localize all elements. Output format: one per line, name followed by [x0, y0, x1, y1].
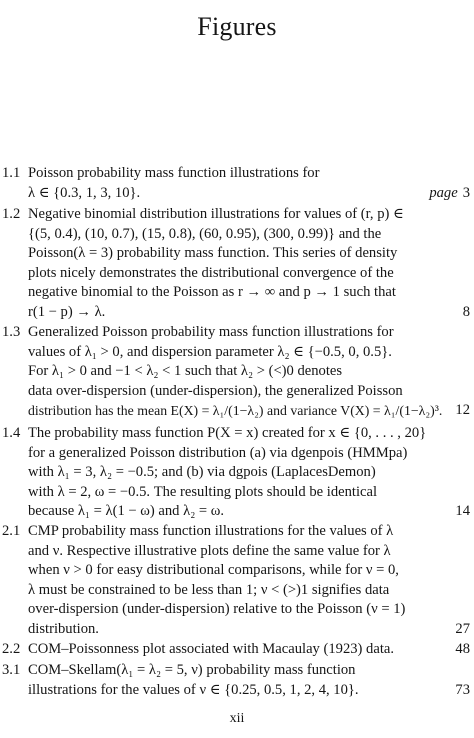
caption-line: Poisson(λ = 3) probability mass function. This series of density — [28, 245, 398, 262]
caption-line: COM–Poissonness plot associated with Macaulay (1923) data. — [28, 641, 395, 657]
page-folio: xii — [229, 711, 245, 726]
caption-line: for a generalized Poisson distribution (a) via dgenpois (HMMpa) — [28, 444, 408, 461]
caption-line: distribution. — [28, 620, 99, 637]
figure-number: 2.1 — [2, 523, 21, 539]
caption-line: because λ₁ = λ(1 − ω) and λ₂ = ω. — [28, 503, 225, 520]
figure-number: 1.4 — [2, 425, 21, 441]
figure-number: 1.3 — [2, 324, 21, 340]
caption-line: over-dispersion (under-dispersion) relative to the Poisson (ν = 1) — [28, 601, 406, 618]
figure-caption — [28, 205, 442, 323]
caption-line: {(5, 0.4), (10, 0.7), (15, 0.8), (60, 0.95), (300, 0.99)} and the — [28, 225, 382, 242]
caption-line: Generalized Poisson probability mass function illustrations for — [28, 324, 394, 340]
caption-line: illustrations for the values of ν ∈ {0.25, 0.5, 1, 2, 4, 10}. — [28, 681, 359, 698]
caption-line: Negative binomial distribution illustrations for values of (r, p) ∈ — [28, 206, 404, 222]
caption-line: values of λ₁ > 0, and dispersion parameter λ₂ ∈ {−0.5, 0, 0.5}. — [28, 343, 392, 360]
caption-line: λ must be constrained to be less than 1; ν < (>)1 signifies data — [28, 581, 390, 598]
caption-line: data over-dispersion (under-dispersion), the generalized Poisson — [28, 382, 403, 399]
figure-caption — [28, 164, 442, 203]
page-number[interactable]: 8 — [462, 304, 470, 320]
caption-line: Poisson probability mass function illustrations for — [28, 165, 320, 181]
caption-line: and ν. Respective illustrative plots define the same value for λ — [28, 542, 391, 559]
page-value: 3 — [462, 184, 470, 201]
page-number[interactable]: 12 — [455, 402, 470, 419]
caption-line: The probability mass function P(X = x) created for x ∈ {0, . . . , 20} — [28, 425, 427, 441]
caption-line: COM–Skellam(λ₁ = λ₂ = 5, ν) probability mass function — [28, 662, 356, 678]
page-label: page — [429, 184, 458, 201]
caption-line: plots nicely demonstrates the distributional convergence of the — [28, 264, 394, 281]
page-number[interactable]: 73 — [455, 681, 470, 698]
page-number[interactable] — [429, 184, 470, 204]
figure-caption — [28, 640, 442, 660]
page-number[interactable]: 14 — [455, 503, 470, 520]
figure-caption — [28, 661, 442, 700]
caption-line: λ ∈ {0.3, 1, 3, 10}. — [28, 184, 141, 201]
figure-caption — [28, 323, 442, 421]
caption-line: negative binomial to the Poisson as r → ∞ and p → 1 such that — [28, 284, 396, 301]
page-number[interactable]: 48 — [455, 641, 470, 657]
caption-line: CMP probability mass function illustrations for the values of λ — [28, 523, 394, 539]
caption-line: when ν > 0 for easy distributional comparisons, while for ν = 0, — [28, 562, 399, 579]
figure-number: 1.1 — [2, 165, 21, 181]
figure-number: 2.2 — [2, 641, 21, 657]
caption-line: with λ₁ = 3, λ₂ = −0.5; and (b) via dgpois (LaplacesDemon) — [28, 464, 376, 481]
figure-number: 1.2 — [2, 206, 21, 222]
caption-line: For λ₁ > 0 and −1 < λ₂ < 1 such that λ₂ > (<)0 denotes — [28, 363, 343, 380]
figure-number: 3.1 — [2, 662, 21, 678]
caption-line: with λ = 2, ω = −0.5. The resulting plots should be identical — [28, 483, 378, 500]
page-number[interactable]: 27 — [455, 621, 470, 637]
figure-caption — [28, 424, 442, 522]
page-title: Figures — [197, 12, 277, 41]
caption-line: r(1 − p) → λ. — [28, 303, 106, 320]
figure-caption — [28, 522, 442, 640]
caption-line: distribution has the mean E(X) = λ₁/(1−λ₂) and variance V(X) = λ₁/(1−λ₂)³. — [28, 403, 443, 419]
